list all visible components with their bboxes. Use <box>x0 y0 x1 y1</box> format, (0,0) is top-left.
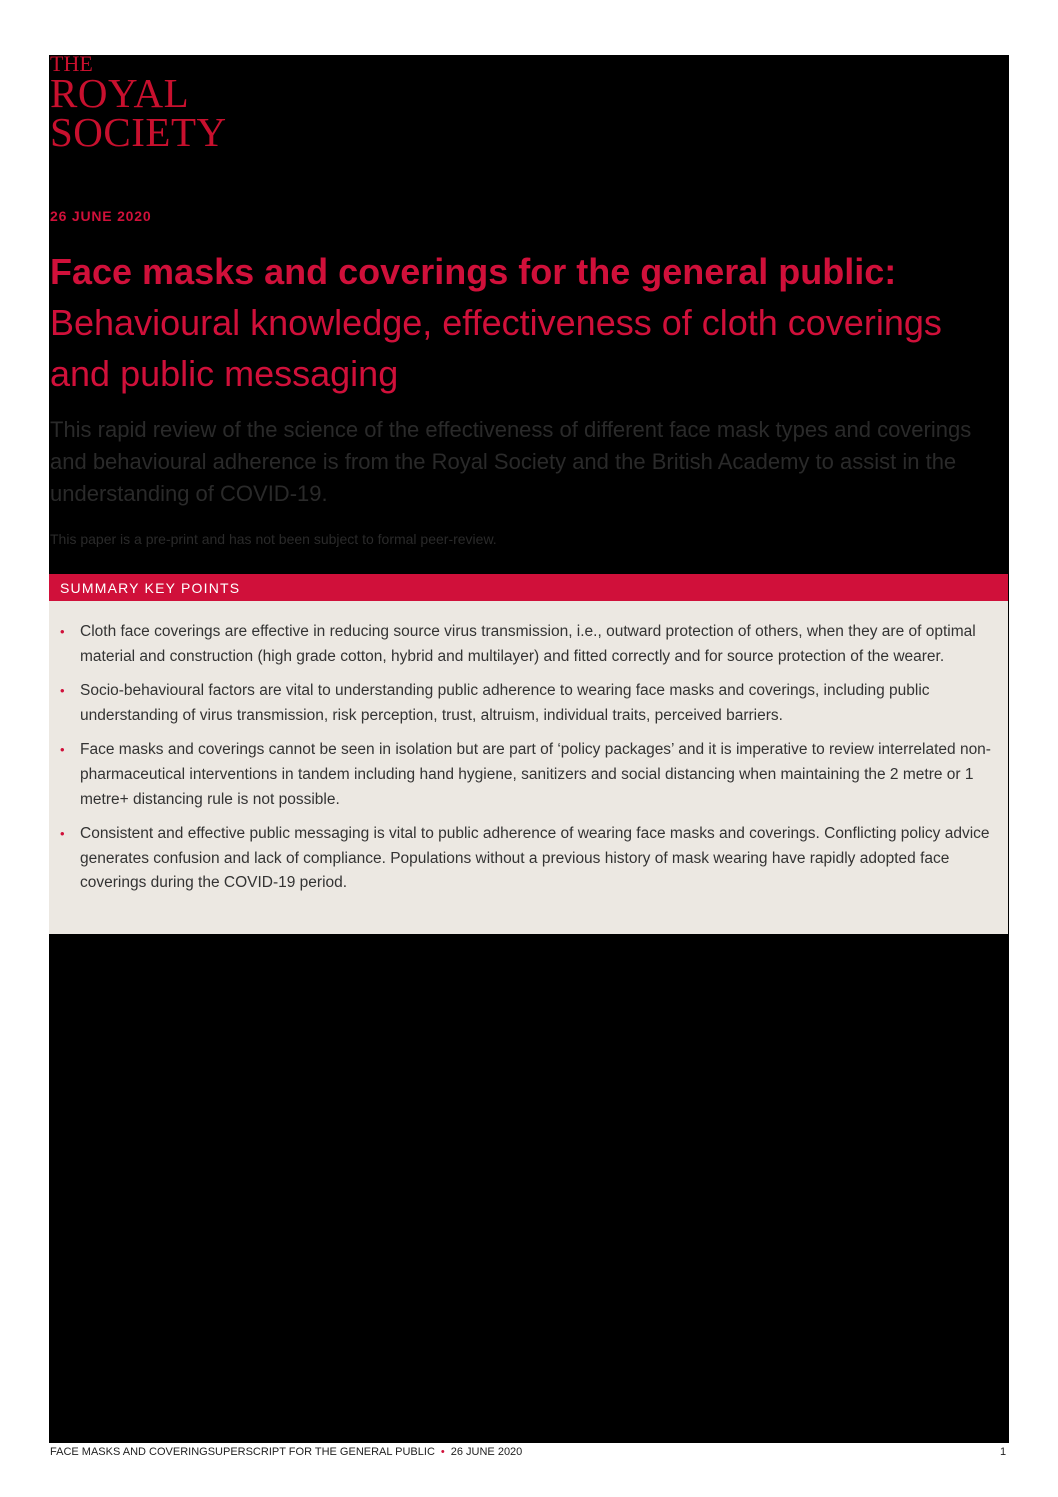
logo-line-the: THE <box>50 51 93 76</box>
intro-paragraph: This rapid review of the science of the effectiveness of different face mask types and coverings and behavioural adherence is from the Royal Society and the British Academy to assist in the understanding of COVID-19. <box>50 417 972 506</box>
summary-point <box>60 620 996 669</box>
summary-point-text: Consistent and effective public messaging is vital to public adherence of wearing face masks and coverings. Conflicting policy advice generates confusion and lack of compliance. Populations without a previous history of mask wearing have rapidly adopted face coverings during the COVID-19 period. <box>80 825 990 892</box>
footer-title: FACE MASKS AND COVERINGSUPERSCRIPT FOR THE GENERAL PUBLIC <box>50 1446 435 1458</box>
logo-line-royal: ROYAL <box>50 70 190 116</box>
summary-heading: SUMMARY KEY POINTS <box>49 574 1008 601</box>
summary-points-list <box>49 601 1008 896</box>
summary-point-text: Cloth face coverings are effective in reducing source virus transmission, i.e., outward protection of others, when they are of optimal material and construction (high grade cotton, hybrid and multilayer) and fitted correctly and for source protection of the wearer. <box>80 623 976 665</box>
summary-point <box>60 822 996 896</box>
bullet-icon: • <box>60 742 65 758</box>
title-subtitle: Behavioural knowledge, effectiveness of cloth coverings and public messaging <box>50 302 942 394</box>
summary-point-text: Socio-behavioural factors are vital to understanding public adherence to wearing face masks and coverings, including public understanding of virus transmission, risk perception, trust, altruism, individual traits, perceived barriers. <box>80 682 930 724</box>
document-title <box>50 246 1000 399</box>
bullet-icon: • <box>60 624 65 639</box>
royal-society-logo <box>50 53 227 153</box>
page-footer <box>50 1446 522 1458</box>
summary-point <box>60 679 996 728</box>
footer-separator: • <box>440 1446 445 1458</box>
bullet-icon: • <box>60 826 65 842</box>
publication-date: 26 JUNE 2020 <box>50 208 152 224</box>
summary-key-points-box <box>49 574 1008 934</box>
footer-date: 26 JUNE 2020 <box>450 1446 523 1458</box>
page-number: 1 <box>1000 1446 1007 1458</box>
summary-point-text: Face masks and coverings cannot be seen in isolation but are part of ‘policy packages’ and it is imperative to review interrelated non-pharmaceutical interventions in tandem including hand hygiene, sanitizers and social distancing when maintaining the 2 metre or 1 metre+ distancing rule is not possible. <box>80 741 991 808</box>
logo-line-society: SOCIETY <box>50 109 227 155</box>
title-main: Face masks and coverings for the general public: <box>50 251 897 292</box>
bullet-icon: • <box>60 683 65 699</box>
preprint-note: This paper is a pre-print and has not been subject to formal peer-review. <box>50 531 497 547</box>
summary-point <box>60 738 996 812</box>
